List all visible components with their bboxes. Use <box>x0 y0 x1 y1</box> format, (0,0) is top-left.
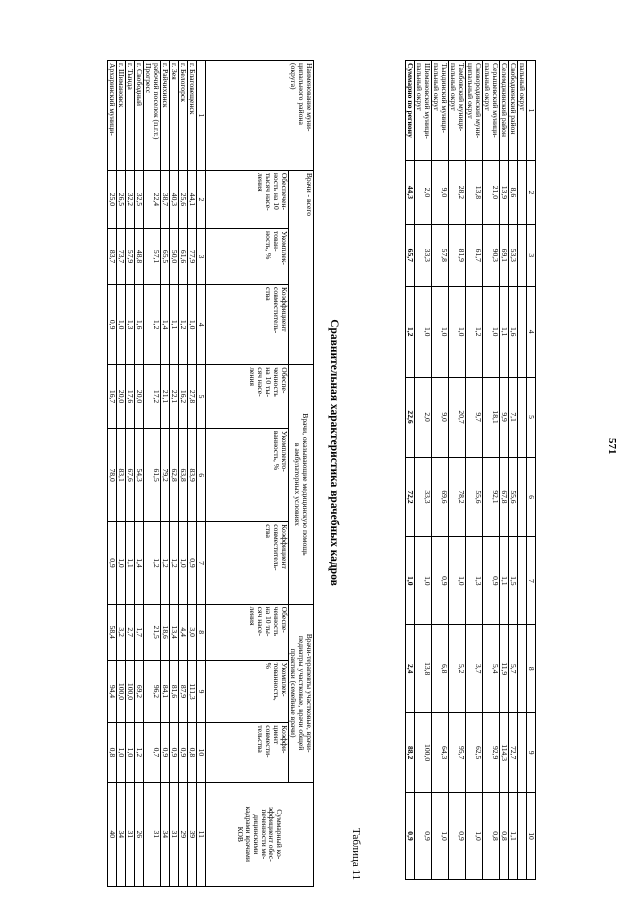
table-cell: 13,9 <box>500 160 509 224</box>
table-cell: 40,3 <box>170 170 179 228</box>
table-cell: 95,7 <box>449 713 466 793</box>
table-cell: 17,2 <box>144 365 161 429</box>
table-cell: 25,6 <box>179 170 188 228</box>
table-cell: 1,6 <box>509 286 518 377</box>
table-cell: 7 <box>197 522 206 604</box>
table-cell: 0,9 <box>179 723 188 782</box>
table-cell: 4 <box>527 286 536 377</box>
table-cell: 81,9 <box>449 224 466 286</box>
table-cell: 0,9 <box>432 537 449 625</box>
row-name-cell: г. Белогорск <box>179 61 188 171</box>
table-cell: 1,7 <box>135 604 144 660</box>
table-cell: 22,6 <box>406 377 415 457</box>
row-name-cell: Тындинский муници- пальный округ <box>432 61 449 161</box>
table-cell <box>518 457 527 537</box>
row-name-cell: г. Благовещенск <box>188 61 197 171</box>
table-cell: 21,1 <box>161 365 170 429</box>
table-cell: 55,6 <box>466 457 483 537</box>
table-cell: 3 <box>527 224 536 286</box>
header-group-ambulatory: Врачи, оказывающие медицинскую помощь в амбулаторных условиях <box>289 365 314 604</box>
table-cell: 1,3 <box>126 285 135 365</box>
table-cell: 62,8 <box>170 428 179 521</box>
row-name-cell: Свободненский район <box>509 61 518 161</box>
table-cell <box>518 625 527 713</box>
row-name-cell: Селемджинский район <box>500 61 509 161</box>
table-cell <box>518 377 527 457</box>
table-cell: 1 <box>197 61 206 171</box>
header-coef-ther: Коэффи- циент совмести- тельства <box>206 723 289 782</box>
table-cell: 44,1 <box>188 170 197 228</box>
row-name-cell: Сковородинский муни- ципальный округ <box>466 61 483 161</box>
table-row <box>126 61 135 887</box>
table-cell: 57,8 <box>432 224 449 286</box>
table-row <box>432 61 449 880</box>
table-cell: 1,2 <box>466 286 483 377</box>
table-cell: 62,5 <box>466 713 483 793</box>
header-coef-amb: Коэффициент совместитель- ства <box>206 522 289 604</box>
table-cell: 11 <box>197 782 206 886</box>
table-cell: 1,2 <box>135 723 144 782</box>
table-cell: 50,0 <box>170 229 179 285</box>
table-row <box>108 61 117 887</box>
table-cell: 13,8 <box>466 160 483 224</box>
row-name-cell: г. Зея <box>170 61 179 171</box>
table-cell: 100,0 <box>415 713 432 793</box>
table-row <box>144 61 161 887</box>
table-cell: 13,8 <box>415 625 432 713</box>
table-cell: 87,9 <box>179 660 188 723</box>
table-cell: 1,0 <box>117 285 126 365</box>
table-cell: 55,6 <box>509 457 518 537</box>
table-cell: 72,2 <box>406 457 415 537</box>
table-cell: 1,3 <box>466 537 483 625</box>
table-cell: 33,3 <box>415 224 432 286</box>
table-cell: 5,7 <box>509 625 518 713</box>
table-cell: 1,2 <box>144 522 161 604</box>
table-cell: 100,0 <box>126 660 135 723</box>
table-cell: 53,3 <box>509 224 518 286</box>
table-cell: 31 <box>170 782 179 886</box>
table-cell: 4,4 <box>179 604 188 660</box>
table-cell: 9,7 <box>466 377 483 457</box>
table-cell: 40 <box>108 782 117 886</box>
table-cell: 13,4 <box>170 604 179 660</box>
header-staffing-ther: Укомплек- тованность, % <box>206 660 289 723</box>
table-cell: 48,8 <box>135 229 144 285</box>
header-coef: Коэффициент совместитель- ства <box>206 285 289 365</box>
table-cell: 2,0 <box>415 160 432 224</box>
table-cell: 57,1 <box>144 229 161 285</box>
row-name-cell: Архаринский муници- <box>108 61 117 171</box>
table-row <box>466 61 483 880</box>
table-row <box>483 61 500 880</box>
header-kov: Суммарный ко- эффициент обес- печенности ме- дицинскими кадрами врачами КОВ <box>206 782 314 886</box>
table-cell: 3 <box>197 229 206 285</box>
table-cell: 18,1 <box>483 377 500 457</box>
table-cell: 0,9 <box>108 285 117 365</box>
total-row <box>406 61 415 880</box>
table-cell: 31 <box>126 782 135 886</box>
table-cell: 0,7 <box>144 723 161 782</box>
table-cell: 0,8 <box>500 793 509 880</box>
table-cell: 44,3 <box>406 160 415 224</box>
table-cell: 73,7 <box>117 229 126 285</box>
index-row <box>527 61 536 880</box>
row-name-cell: Тамбовский муници- пальный округ <box>449 61 466 161</box>
table-cell: 20,7 <box>449 377 466 457</box>
table-cell: 38,7 <box>161 170 170 228</box>
table-cell: 1,1 <box>509 793 518 880</box>
header-staffing: Укомплек- тован- ность, % <box>206 229 289 285</box>
table-cell: 65,7 <box>406 224 415 286</box>
table-cell: 22,1 <box>170 365 179 429</box>
table-cell <box>518 793 527 880</box>
table-cell: 88,2 <box>406 713 415 793</box>
table-cell: 32,5 <box>135 170 144 228</box>
table-cell: 1,0 <box>126 723 135 782</box>
table-cell: 81,6 <box>170 660 179 723</box>
table-cell: 1 <box>527 61 536 161</box>
row-name-cell: рабочий поселок (п.г.т.) Прогресс <box>144 61 161 171</box>
table-row <box>170 61 179 887</box>
header-supply-ther: Обеспе- ченность на 10 ты- сяч насе- ления <box>206 604 289 660</box>
table-cell: 77,9 <box>188 229 197 285</box>
table-cell: 1,2 <box>144 285 161 365</box>
table-cell: 1,6 <box>135 285 144 365</box>
table-cell: 5 <box>197 365 206 429</box>
table-cell: 2,4 <box>406 625 415 713</box>
table-cell: 16,2 <box>179 365 188 429</box>
table-cell: 84,1 <box>161 660 170 723</box>
table-cell: 79,2 <box>161 428 170 521</box>
table-cell: 100,0 <box>117 660 126 723</box>
table-cell: 0,9 <box>483 537 500 625</box>
table-cell: 1,0 <box>415 286 432 377</box>
table-cell: 96,2 <box>144 660 161 723</box>
table-cell: 67,8 <box>500 457 509 537</box>
table-cell <box>518 224 527 286</box>
index-row <box>197 61 206 887</box>
row-name-cell: Серышевский муници- пальный округ <box>483 61 500 161</box>
table-cell: 1,0 <box>466 793 483 880</box>
table-cell: 5,2 <box>449 625 466 713</box>
table-cell: 34 <box>117 782 126 886</box>
table-cell: 58,4 <box>108 604 117 660</box>
table-row <box>179 61 188 887</box>
table-cell: 0,9 <box>449 793 466 880</box>
table-cell: 26 <box>135 782 144 886</box>
table-cell: 1,0 <box>179 522 188 604</box>
table-cell: 1,1 <box>500 537 509 625</box>
table-cell: 3,2 <box>117 604 126 660</box>
table-cell: 20,0 <box>135 365 144 429</box>
row-name-cell: г. Райчихинск <box>161 61 170 171</box>
table-row <box>449 61 466 880</box>
table-cell: 1,2 <box>161 522 170 604</box>
table-cell: 2 <box>197 170 206 228</box>
table-cell: 8 <box>197 604 206 660</box>
table-cell: 0,9 <box>188 522 197 604</box>
table-row <box>500 61 509 880</box>
table-cell <box>518 713 527 793</box>
table-title: Сравнительная характеристика врачебных кадров <box>328 319 340 586</box>
table-cell: 25,0 <box>108 170 117 228</box>
table-cell: 94,4 <box>108 660 117 723</box>
table-cell: 69,1 <box>500 224 509 286</box>
header-supply-amb: Обеспе- ченность на 10 ты- сяч насе- ления <box>206 365 289 429</box>
table-cell: 83,9 <box>188 428 197 521</box>
table-row <box>509 61 518 880</box>
row-name-cell: г. Свободный <box>135 61 144 171</box>
table-cell: 0,9 <box>406 793 415 880</box>
table-cell: 1,0 <box>483 286 500 377</box>
table-cell: 5 <box>527 377 536 457</box>
table-cell: 1,0 <box>406 537 415 625</box>
table-cell: 21,5 <box>144 604 161 660</box>
table-row <box>518 61 527 880</box>
table-cell: 0,9 <box>161 723 170 782</box>
table-cell: 1,2 <box>179 285 188 365</box>
table-row <box>415 61 432 880</box>
table-cell: 0,8 <box>483 793 500 880</box>
table-continuation <box>405 60 536 880</box>
table-row <box>188 61 197 887</box>
table-cell: 1,5 <box>509 537 518 625</box>
table-cell: 9,0 <box>432 160 449 224</box>
table-cell: 9 <box>527 713 536 793</box>
table-cell: 65,5 <box>161 229 170 285</box>
table-cell: 3,0 <box>188 604 197 660</box>
table-cell: 0,8 <box>188 723 197 782</box>
row-name-cell: Суммарно по региону <box>406 61 415 161</box>
table-cell: 83,1 <box>117 428 126 521</box>
table-cell: 67,6 <box>126 428 135 521</box>
table-cell: 20,0 <box>117 365 126 429</box>
row-name-cell: г. Тында <box>126 61 135 171</box>
table-cell: 64,3 <box>432 713 449 793</box>
table-caption: Таблица 11 <box>350 828 362 881</box>
table-cell <box>518 286 527 377</box>
table-cell: 9,0 <box>432 377 449 457</box>
table-cell <box>518 537 527 625</box>
table-cell: 1,1 <box>170 285 179 365</box>
table-cell: 2,7 <box>126 604 135 660</box>
table-cell: 1,1 <box>126 522 135 604</box>
table-cell: 61,5 <box>144 428 161 521</box>
table-cell: 10 <box>527 793 536 880</box>
table-row <box>135 61 144 887</box>
table-cell: 5,4 <box>483 625 500 713</box>
table-cell: 69,2 <box>135 660 144 723</box>
table-cell: 18,6 <box>161 604 170 660</box>
table-cell: 26,5 <box>117 170 126 228</box>
table-cell <box>518 160 527 224</box>
table-cell: 1,2 <box>406 286 415 377</box>
table-cell: 1,0 <box>188 285 197 365</box>
table-row <box>117 61 126 887</box>
table-cell: 0,9 <box>108 522 117 604</box>
table-cell: 72,7 <box>509 713 518 793</box>
table-cell: 33,3 <box>415 457 432 537</box>
table-cell: 114,3 <box>500 713 509 793</box>
table-cell: 1,0 <box>117 522 126 604</box>
row-name-cell: г. Шимановск <box>117 61 126 171</box>
table-cell: 0,9 <box>415 793 432 880</box>
table-cell: 17,6 <box>126 365 135 429</box>
table-cell: 0,8 <box>108 723 117 782</box>
table-row <box>161 61 170 887</box>
table-cell: 29 <box>179 782 188 886</box>
table-cell: 1,1 <box>500 286 509 377</box>
table-cell: 92,1 <box>483 457 500 537</box>
row-name-cell: Шимановский муници- пальный округ <box>415 61 432 161</box>
table-cell: 8 <box>527 625 536 713</box>
header-staffing-amb: Укомплекто- ванность, % <box>206 428 289 521</box>
table-cell: 78,0 <box>108 428 117 521</box>
table-cell: 90,3 <box>483 224 500 286</box>
table-cell: 16,7 <box>108 365 117 429</box>
table-cell: 54,3 <box>135 428 144 521</box>
table-cell: 7,1 <box>509 377 518 457</box>
row-name-cell: пальный округ <box>518 61 527 161</box>
header-supply: Обеспечен- ность на 10 тысяч насе- ления <box>206 170 289 228</box>
table-cell: 1,2 <box>170 522 179 604</box>
header-group-therapists: Врачи-терапевты участковые, врачи- педиатры участковые, врачи общей практики (семейные врачи) <box>289 604 314 782</box>
table-cell: 2,0 <box>415 377 432 457</box>
table-cell: 39 <box>188 782 197 886</box>
table-cell: 61,7 <box>466 224 483 286</box>
table-cell: 1,0 <box>449 286 466 377</box>
table-cell: 6 <box>197 428 206 521</box>
table-cell: 1,0 <box>432 286 449 377</box>
table-cell: 3,7 <box>466 625 483 713</box>
table-cell: 9 <box>197 660 206 723</box>
table-cell: 57,9 <box>126 229 135 285</box>
table-cell: 10 <box>197 723 206 782</box>
table-cell: 7 <box>527 537 536 625</box>
table-cell: 1,0 <box>449 537 466 625</box>
page-number: 571 <box>606 438 618 455</box>
table-cell: 31 <box>144 782 161 886</box>
table-cell: 92,9 <box>483 713 500 793</box>
table-cell: 22,4 <box>144 170 161 228</box>
table-cell: 32,2 <box>126 170 135 228</box>
table-cell: 0,9 <box>170 723 179 782</box>
table-cell: 1,4 <box>161 285 170 365</box>
table-cell: 111,3 <box>188 660 197 723</box>
table-cell: 11,9 <box>500 625 509 713</box>
table-cell: 1,0 <box>117 723 126 782</box>
table-cell: 69,6 <box>432 457 449 537</box>
table-cell: 2 <box>527 160 536 224</box>
table-cell: 8,6 <box>509 160 518 224</box>
table-main <box>107 60 314 887</box>
table-cell: 28,2 <box>449 160 466 224</box>
table-cell: 83,7 <box>108 229 117 285</box>
table-cell: 21,0 <box>483 160 500 224</box>
table-cell: 61,6 <box>179 229 188 285</box>
table-cell: 9,9 <box>500 377 509 457</box>
table-cell: 63,8 <box>179 428 188 521</box>
header-name: Наименование муни- ципального района (округа) <box>206 61 314 171</box>
table-cell: 1,4 <box>135 522 144 604</box>
table-cell: 6 <box>527 457 536 537</box>
table-cell: 1,0 <box>432 793 449 880</box>
table-cell: 4 <box>197 285 206 365</box>
header-group-all: Врачи - всего <box>289 170 314 364</box>
table-cell: 34 <box>161 782 170 886</box>
table-cell: 78,2 <box>449 457 466 537</box>
table-cell: 27,8 <box>188 365 197 429</box>
table-cell: 1,0 <box>415 537 432 625</box>
table-cell: 6,8 <box>432 625 449 713</box>
